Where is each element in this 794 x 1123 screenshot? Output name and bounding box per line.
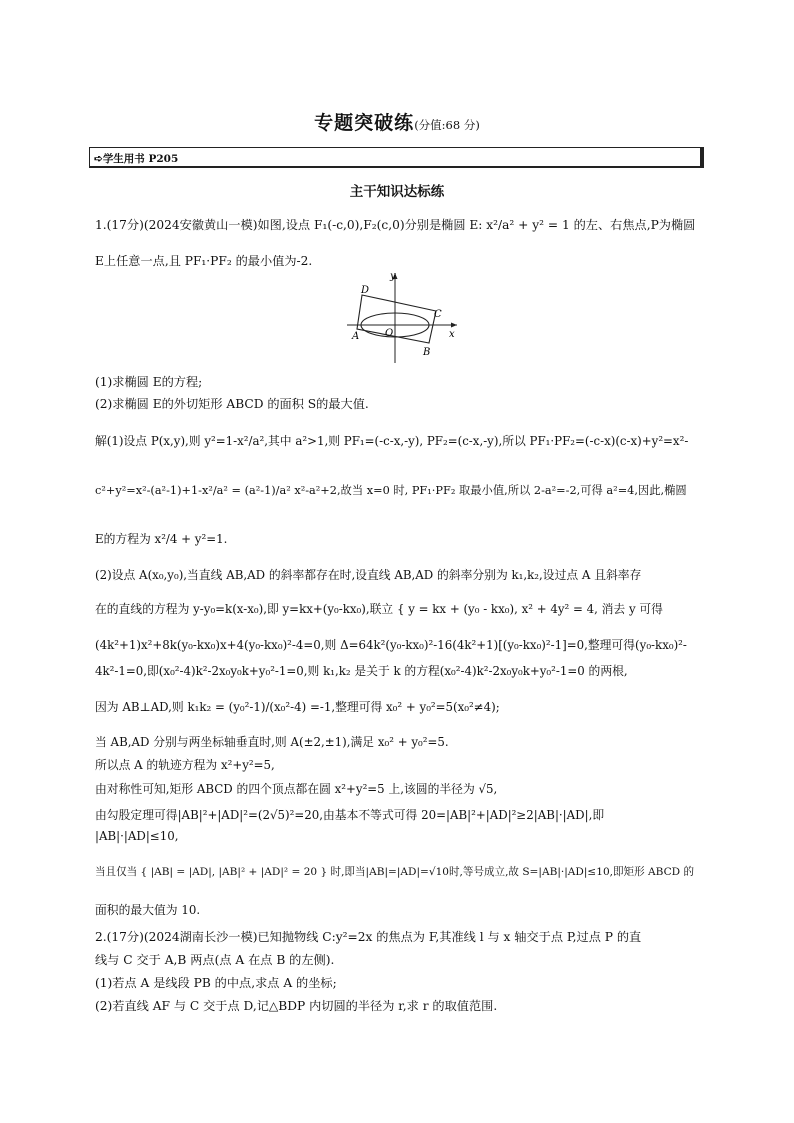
section-title: 主干知识达标练 xyxy=(349,184,445,200)
title-score: (分值:68 分) xyxy=(414,118,480,132)
solution1-line9: 当 AB,AD 分别与两坐标轴垂直时,则 A(±2,±1),满足 x₀² + y₀²=5. xyxy=(95,735,449,749)
banner-box xyxy=(89,147,704,168)
solution1-line8: 因为 AB⊥AD,则 k₁k₂ = (y₀²-1)/(x₀²-4) =-1,整理可得 x₀² + y₀²=5(x₀²≠4); xyxy=(95,700,500,714)
label-d: D xyxy=(361,285,370,296)
solution1-line13: |AB|·|AD|≤10, xyxy=(95,829,179,843)
problem2-line1: 2.(17分)(2024湖南长沙一模)已知抛物线 C:y²=2x 的焦点为 F,其准线 l 与 x 轴交于点 P,过点 P 的直 xyxy=(95,930,642,944)
solution1-line14: 当且仅当 { |AB| = |AD|, |AB|² + |AD|² = 20 } 时,即当|AB|=|AD|=√10时,等号成立,故 S=|AB|·|AD|≤10,即矩形 ABCD 的 xyxy=(95,866,694,878)
problem1-question1: (1)求椭圆 E的方程; xyxy=(95,375,203,389)
problem2-question1: (1)若点 A 是线段 PB 的中点,求点 A 的坐标; xyxy=(95,976,337,990)
solution1-line10: 所以点 A 的轨迹方程为 x²+y²=5, xyxy=(95,758,275,772)
solution1-line2: c²+y²=x²-(a²-1)+1-x²/a² = (a²-1)/a² x²-a²+2,故当 x=0 时, PF₁·PF₂ 取最小值,所以 2-a²=-2,可得 a²=4,因此,椭圆 xyxy=(95,484,687,497)
label-y: y xyxy=(390,271,396,282)
label-b: B xyxy=(423,347,431,358)
banner-label-text: 学生用书 P205 xyxy=(102,153,179,165)
label-o: O xyxy=(385,328,394,339)
ellipse-diagram xyxy=(345,265,465,365)
problem2-line2: 线与 C 交于 A,B 两点(点 A 在点 B 的左侧). xyxy=(95,953,335,967)
solution1-line12: 由勾股定理可得|AB|²+|AD|²=(2√5)²=20,由基本不等式可得 20=|AB|²+|AD|²≥2|AB|·|AD|,即 xyxy=(95,808,605,822)
solution1-line7: 4k²-1=0,即(x₀²-4)k²-2x₀y₀k+y₀²-1=0,则 k₁,k₂ 是关于 k 的方程(x₀²-4)k²-2x₀y₀k+y₀²-1=0 的两根, xyxy=(95,664,628,678)
page-title xyxy=(0,108,794,135)
problem2-question2: (2)若直线 AF 与 C 交于点 D,记△BDP 内切圆的半径为 r,求 r 的取值范围. xyxy=(95,999,498,1013)
banner-label: ➪学生用书 P205 xyxy=(94,153,179,165)
x-axis-arrow xyxy=(451,323,457,328)
label-c: C xyxy=(434,309,442,320)
solution1-line5: 在的直线的方程为 y-y₀=k(x-x₀),即 y=kx+(y₀-kx₀),联立 { y = kx + (y₀ - kx₀), x² + 4y² = 4, 消去 y 可得 xyxy=(95,602,663,616)
solution1-line6: (4k²+1)x²+8k(y₀-kx₀)x+4(y₀-kx₀)²-4=0,则 Δ=64k²(y₀-kx₀)²-16(4k²+1)[(y₀-kx₀)²-1]=0,整理可得(y₀-kx₀)²- xyxy=(95,638,687,652)
problem1-question2: (2)求椭圆 E的外切矩形 ABCD 的面积 S的最大值. xyxy=(95,397,369,411)
label-x: x xyxy=(449,329,455,340)
problem1-line2: E上任意一点,且 PF₁·PF₂ 的最小值为-2. xyxy=(95,254,313,268)
label-a: A xyxy=(352,331,360,342)
title-main: 专题突破练 xyxy=(314,112,415,134)
solution1-line11: 由对称性可知,矩形 ABCD 的四个顶点都在圆 x²+y²=5 上,该圆的半径为 √5, xyxy=(95,782,498,796)
solution1-line4: (2)设点 A(x₀,y₀),当直线 AB,AD 的斜率都存在时,设直线 AB,AD 的斜率分别为 k₁,k₂,设过点 A 且斜率存 xyxy=(95,568,642,582)
solution1-line3: E的方程为 x²/4 + y²=1. xyxy=(95,532,228,546)
solution1-line15: 面积的最大值为 10. xyxy=(95,903,201,917)
problem1-line1: 1.(17分)(2024安徽黄山一模)如图,设点 F₁(-c,0),F₂(c,0)分别是椭圆 E: x²/a² + y² = 1 的左、右焦点,P为椭圆 xyxy=(95,218,696,232)
solution1-line1: 解(1)设点 P(x,y),则 y²=1-x²/a²,其中 a²>1,则 PF₁=(-c-x,-y), PF₂=(c-x,-y),所以 PF₁·PF₂=(-c-x)(c-x)+y²=x²- xyxy=(95,434,689,448)
